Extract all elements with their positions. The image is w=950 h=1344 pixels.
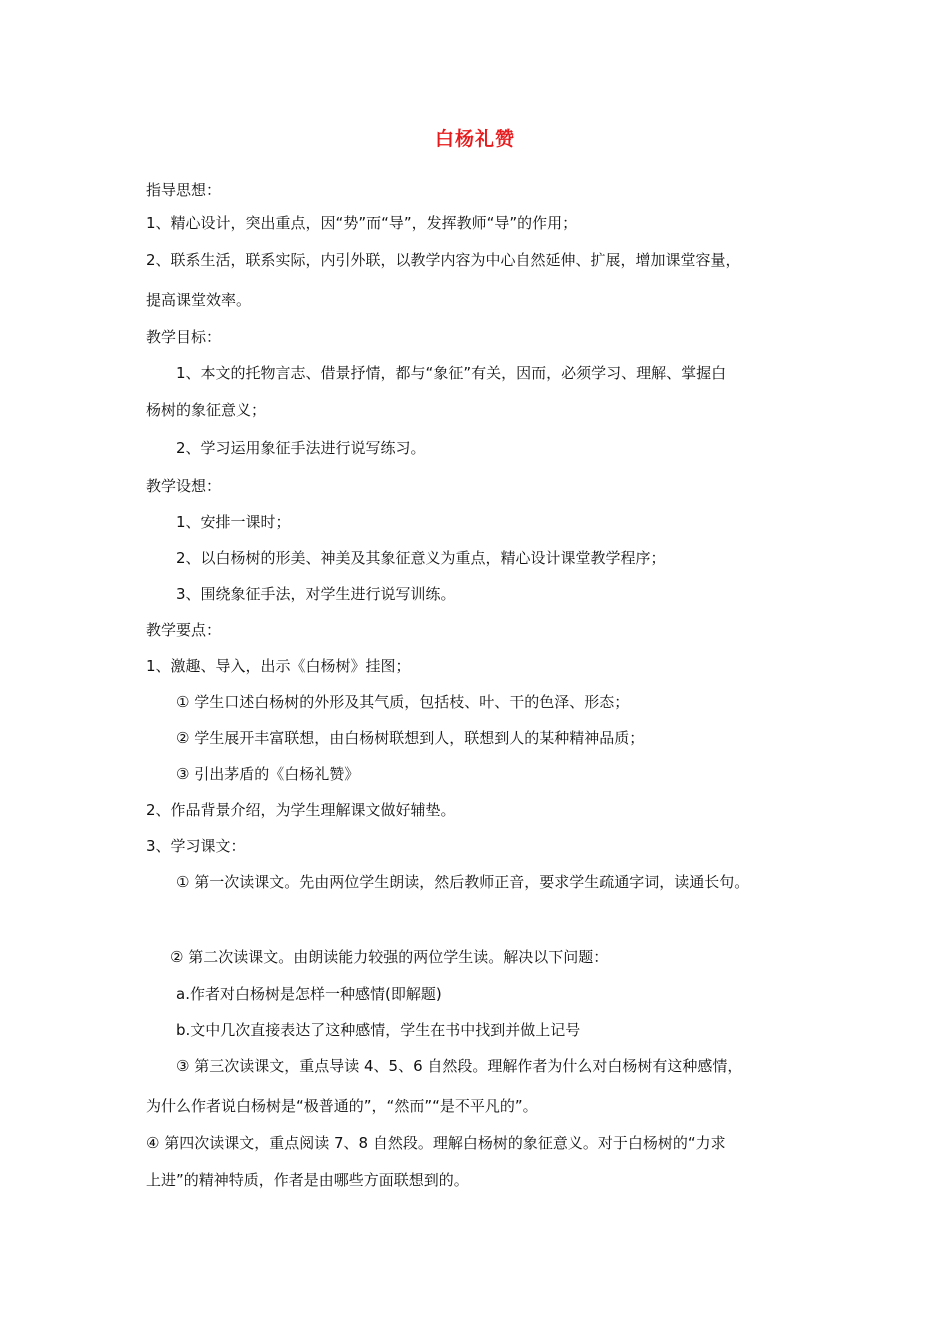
paragraph: 1、本文的托物言志、借景抒情，都与“象征”有关，因而，必须学习、理解、掌握白 (176, 364, 727, 382)
list-item: ② 第二次读课文。由朗读能力较强的两位学生读。解决以下问题： (170, 948, 609, 966)
list-item: b.文中几次直接表达了这种感情，学生在书中找到并做上记号 (176, 1021, 581, 1039)
paragraph: 2、联系生活，联系实际，内引外联，以教学内容为中心自然延伸、扩展，增加课堂容量， (146, 251, 741, 269)
paragraph: 2、以白杨树的形美、神美及其象征意义为重点，精心设计课堂教学程序； (176, 549, 666, 567)
list-item: ③ 第三次读课文，重点导读 4、5、6 自然段。理解作者为什么对白杨树有这种感情， (176, 1057, 743, 1075)
list-item: ④ 第四次读课文，重点阅读 7、8 自然段。理解白杨树的象征意义。对于白杨树的“力求 (146, 1134, 726, 1152)
paragraph: 1、激趣、导入，出示《白杨树》挂图； (146, 657, 411, 675)
list-item: ① 学生口述白杨树的外形及其气质，包括枝、叶、干的色泽、形态； (176, 693, 630, 711)
section-heading-teaching-goals: 教学目标： (146, 328, 222, 346)
paragraph: 3、学习课文： (146, 837, 246, 855)
paragraph: 2、作品背景介绍，为学生理解课文做好辅垫。 (146, 801, 456, 819)
paragraph: 杨树的象征意义； (146, 401, 267, 419)
paragraph: 1、安排一课时； (176, 513, 291, 531)
paragraph: 1、精心设计，突出重点，因“势”而“导”，发挥教师“导”的作用； (146, 214, 578, 232)
section-heading-guiding-ideas: 指导思想： (146, 181, 222, 199)
paragraph: 上进”的精神特质，作者是由哪些方面联想到的。 (146, 1171, 469, 1189)
paragraph: 3、围绕象征手法，对学生进行说写训练。 (176, 585, 456, 603)
section-heading-teaching-plan: 教学设想： (146, 477, 222, 495)
list-item: ③ 引出茅盾的《白杨礼赞》 (176, 765, 360, 783)
paragraph: 2、学习运用象征手法进行说写练习。 (176, 439, 426, 457)
list-item: a.作者对白杨树是怎样一种感情(即解题) (176, 985, 442, 1003)
paragraph: 提高课堂效率。 (146, 291, 252, 309)
section-heading-key-points: 教学要点： (146, 621, 222, 639)
list-item: ① 第一次读课文。先由两位学生朗读，然后教师正音，要求学生疏通字词，读通长句。 (176, 873, 750, 891)
list-item: ② 学生展开丰富联想，由白杨树联想到人，联想到人的某种精神品质； (176, 729, 645, 747)
document-title: 白杨礼赞 (434, 128, 515, 150)
paragraph: 为什么作者说白杨树是“极普通的”，“然而”“是不平凡的”。 (146, 1097, 538, 1115)
